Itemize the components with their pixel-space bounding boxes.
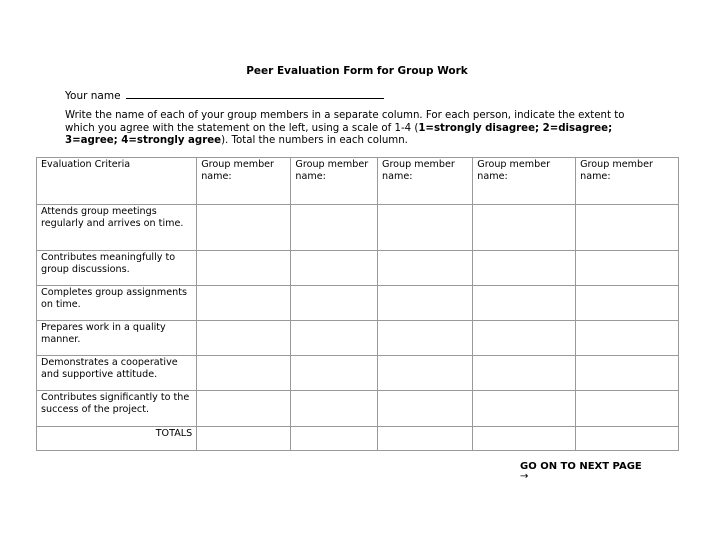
score-cell[interactable] (378, 321, 473, 356)
score-cell[interactable] (197, 391, 291, 427)
score-cell[interactable] (378, 205, 473, 251)
score-cell[interactable] (576, 205, 679, 251)
member-header-4[interactable]: Group member name: (473, 158, 576, 205)
go-on-to-next-page (520, 461, 642, 481)
instructions (65, 110, 650, 148)
score-cell[interactable] (378, 251, 473, 286)
instructions-scale: 1=strongly disagree; 2=disagree; 3=agree; 4=strongly agree (65, 122, 613, 146)
criterion-label: Demonstrates a cooperative and supportive attitude. (37, 356, 197, 391)
score-cell[interactable] (291, 356, 378, 391)
table-row (37, 391, 679, 427)
total-cell[interactable] (576, 427, 679, 451)
evaluation-table (36, 157, 679, 451)
total-cell[interactable] (378, 427, 473, 451)
right-arrow-icon: → (520, 471, 529, 482)
score-cell[interactable] (576, 286, 679, 321)
score-cell[interactable] (473, 321, 576, 356)
member-header-5[interactable]: Group member name: (576, 158, 679, 205)
score-cell[interactable] (291, 286, 378, 321)
totals-label: TOTALS (37, 427, 197, 451)
score-cell[interactable] (378, 356, 473, 391)
criterion-label: Attends group meetings regularly and arrives on time. (37, 205, 197, 251)
score-cell[interactable] (576, 391, 679, 427)
score-cell[interactable] (197, 356, 291, 391)
score-cell[interactable] (291, 205, 378, 251)
score-cell[interactable] (197, 251, 291, 286)
criterion-label: Contributes meaningfully to group discussions. (37, 251, 197, 286)
score-cell[interactable] (473, 205, 576, 251)
member-header-1[interactable]: Group member name: (197, 158, 291, 205)
your-name-label: Your name (65, 90, 121, 102)
score-cell[interactable] (378, 286, 473, 321)
score-cell[interactable] (291, 251, 378, 286)
total-cell[interactable] (473, 427, 576, 451)
your-name-blank-line[interactable] (126, 87, 384, 99)
score-cell[interactable] (576, 321, 679, 356)
criterion-label: Completes group assignments on time. (37, 286, 197, 321)
member-header-3[interactable]: Group member name: (378, 158, 473, 205)
score-cell[interactable] (473, 356, 576, 391)
score-cell[interactable] (473, 391, 576, 427)
total-cell[interactable] (197, 427, 291, 451)
total-cell[interactable] (291, 427, 378, 451)
table-row (37, 321, 679, 356)
score-cell[interactable] (576, 251, 679, 286)
score-cell[interactable] (576, 356, 679, 391)
score-cell[interactable] (378, 391, 473, 427)
criterion-label: Prepares work in a quality manner. (37, 321, 197, 356)
criteria-header: Evaluation Criteria (37, 158, 197, 205)
instructions-text-before: Write the name of each of your group members in a separate column. For each person, indicate the extent to which you agree with the statement on the left, using a scale of 1-4 ( (65, 110, 625, 134)
table-header-row (37, 158, 679, 205)
score-cell[interactable] (197, 205, 291, 251)
your-name-field[interactable] (65, 87, 384, 102)
totals-row (37, 427, 679, 451)
score-cell[interactable] (291, 391, 378, 427)
score-cell[interactable] (473, 251, 576, 286)
score-cell[interactable] (197, 321, 291, 356)
table-row (37, 286, 679, 321)
score-cell[interactable] (197, 286, 291, 321)
table-row (37, 205, 679, 251)
instructions-text-after: ). Total the numbers in each column. (221, 135, 408, 146)
go-on-label: GO ON TO NEXT PAGE (520, 461, 642, 472)
member-header-2[interactable]: Group member name: (291, 158, 378, 205)
score-cell[interactable] (473, 286, 576, 321)
criterion-label: Contributes significantly to the success of the project. (37, 391, 197, 427)
page-title: Peer Evaluation Form for Group Work (246, 65, 468, 77)
table-row (37, 356, 679, 391)
table-row (37, 251, 679, 286)
score-cell[interactable] (291, 321, 378, 356)
